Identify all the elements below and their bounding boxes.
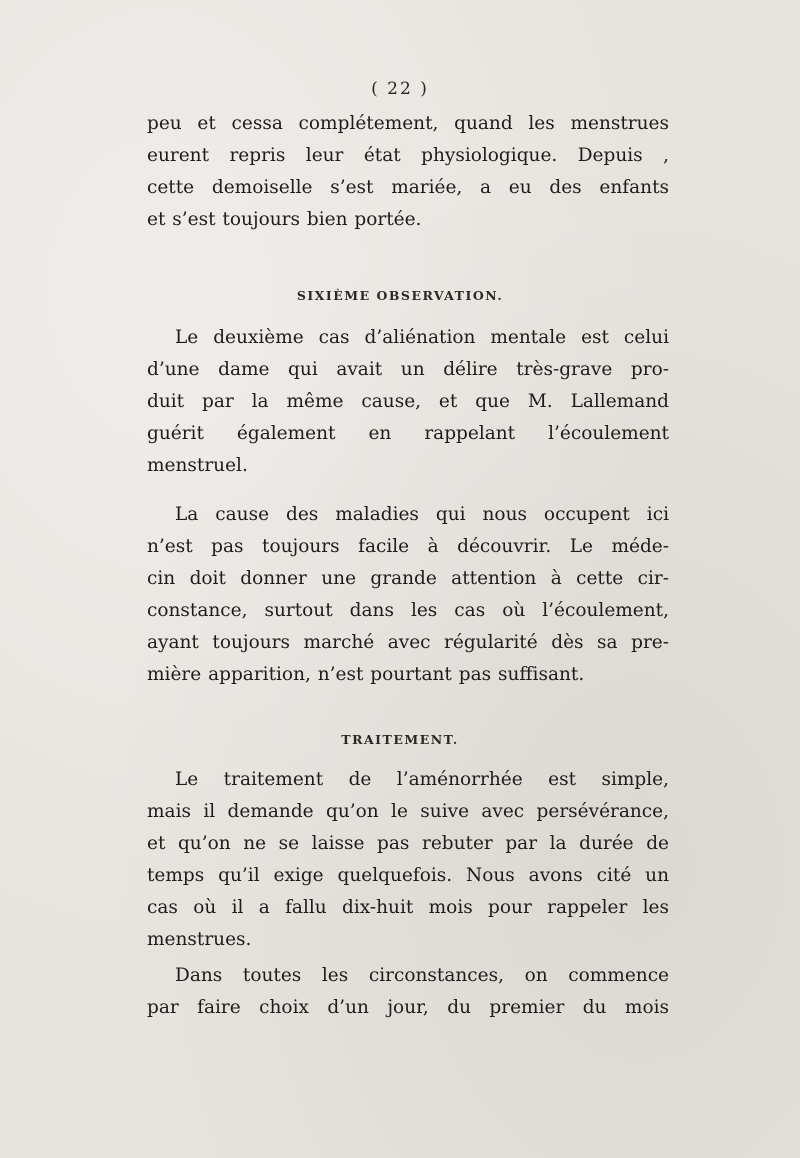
text-line: constance, surtout dans les cas où l’écoulement, [147, 600, 669, 621]
paragraph-treatment [147, 764, 669, 956]
page-number: ( 22 ) [371, 79, 429, 99]
paragraph-procedure [147, 960, 669, 1024]
text-line: par faire choix d’un jour, du premier du mois [147, 997, 669, 1018]
text-line: temps qu’il exige quelquefois. Nous avons cité un [147, 865, 669, 886]
paragraph-observation [147, 322, 669, 482]
text-line: mais il demande qu’on le suive avec persévérance, [147, 801, 669, 822]
text-line: eurent repris leur état physiologique. Depuis , [147, 145, 669, 166]
text-line: cette demoiselle s’est mariée, a eu des enfants [147, 177, 669, 198]
paragraph-continuation [147, 108, 669, 236]
text-line: mière apparition, n’est pourtant pas suffisant. [147, 664, 585, 685]
paragraph-causes [147, 499, 669, 691]
text-line: Le traitement de l’aménorrhée est simple, [175, 769, 669, 790]
text-line: et s’est toujours bien portée. [147, 209, 422, 230]
text-line: peu et cessa complétement, quand les menstrues [147, 113, 669, 134]
text-line: La cause des maladies qui nous occupent ici [175, 504, 669, 525]
section-heading-treatment: TRAITEMENT. [341, 732, 459, 747]
text-line: d’une dame qui avait un délire très-grave pro- [147, 359, 669, 380]
text-line: menstrues. [147, 929, 252, 950]
text-line: Le deuxième cas d’aliénation mentale est celui [175, 327, 669, 348]
section-heading-observation: SIXIÈME OBSERVATION. [296, 288, 504, 303]
text-line: Dans toutes les circonstances, on commence [175, 965, 669, 986]
text-line: et qu’on ne se laisse pas rebuter par la durée de [147, 833, 669, 854]
text-line: menstruel. [147, 455, 248, 476]
text-line: cas où il a fallu dix-huit mois pour rappeler les [147, 897, 669, 918]
text-line: duit par la même cause, et que M. Lallemand [147, 391, 669, 412]
text-line: ayant toujours marché avec régularité dès sa pre- [147, 632, 669, 653]
text-line: cin doit donner une grande attention à cette cir- [147, 568, 669, 589]
text-line: guérit également en rappelant l’écoulement [147, 423, 669, 444]
text-line: n’est pas toujours facile à découvrir. Le méde- [147, 536, 669, 557]
